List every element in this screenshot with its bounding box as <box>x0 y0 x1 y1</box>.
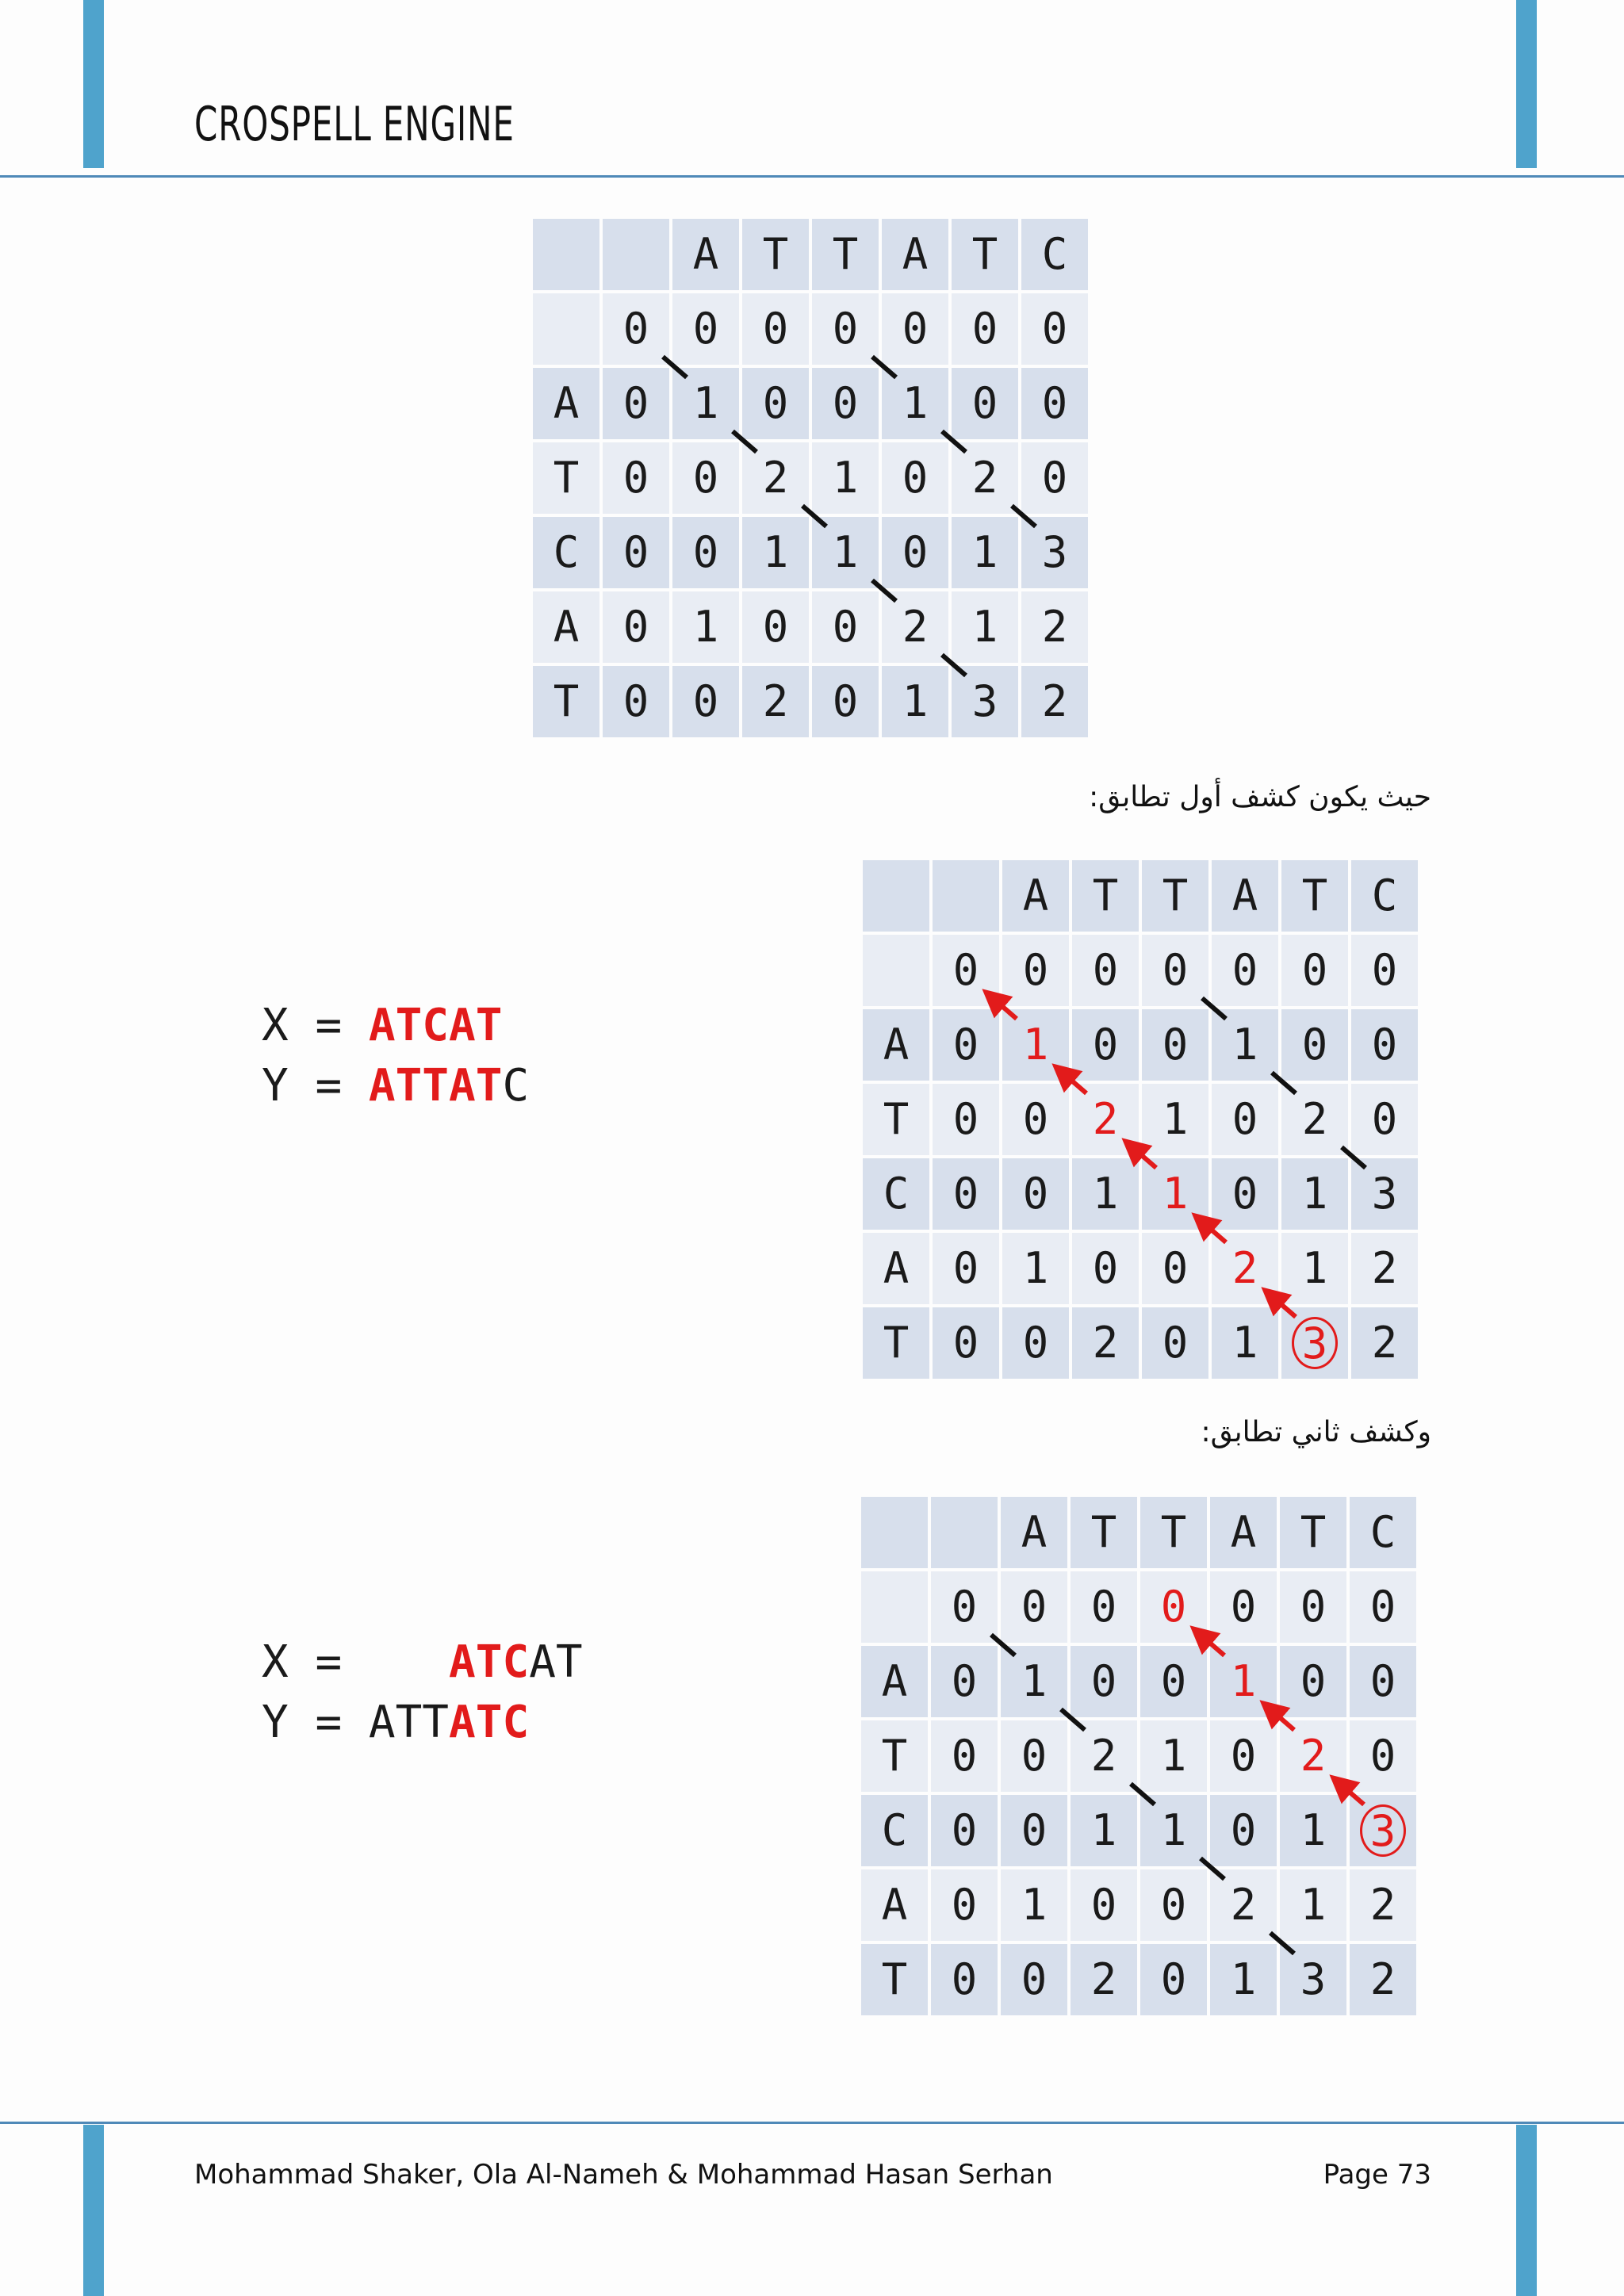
grid-cell: 0 <box>812 666 879 737</box>
dp-table-second-match <box>858 1494 1419 2019</box>
grid-cell: 2 <box>952 442 1018 514</box>
grid-cell: 2 <box>1072 1307 1139 1379</box>
eq-sign: = <box>315 1636 343 1688</box>
grid-cell: 0 <box>672 666 739 737</box>
dp-table-first-match <box>860 857 1421 1382</box>
grid-row-label: T <box>861 1720 928 1792</box>
grid-cell: 0 <box>603 666 669 737</box>
grid-header-cell: T <box>1072 860 1139 932</box>
grid-cell: 1 <box>742 517 809 588</box>
grid-cell: 0 <box>603 591 669 663</box>
grid-cell: 1 <box>1210 1944 1277 2015</box>
grid-cell: 2 <box>742 666 809 737</box>
grid-cell: 2 <box>1021 666 1088 737</box>
grid-cell: 0 <box>812 591 879 663</box>
grid-cell: 0 <box>933 1009 999 1081</box>
grid-cell: 0 <box>742 591 809 663</box>
footer-authors: Mohammad Shaker, Ola Al-Nameh & Mohammad Hasan Serhan <box>194 2159 1053 2191</box>
grid-row-label: C <box>863 1158 929 1230</box>
grid-cell: 3 <box>1351 1158 1418 1230</box>
grid-row-label: T <box>533 666 599 737</box>
grid-cell: 1 <box>1142 1158 1208 1230</box>
grid-cell: 0 <box>603 293 669 365</box>
caption-first-match: حيث يكون كشف أول تطابق: <box>1089 781 1431 813</box>
grid-cell: 2 <box>1350 1944 1416 2015</box>
grid-cell: 0 <box>1142 1009 1208 1081</box>
grid-row-label: A <box>863 1233 929 1304</box>
grid-row-label: T <box>863 1084 929 1155</box>
grid-cell: 1 <box>1142 1084 1208 1155</box>
grid-cell: 0 <box>933 935 999 1006</box>
grid-cell: 2 <box>1280 1720 1346 1792</box>
grid-cell: 0 <box>1021 442 1088 514</box>
grid-cell: 0 <box>742 368 809 439</box>
x-matched: ATCAT <box>368 1000 503 1051</box>
grid-cell: 1 <box>1140 1795 1207 1866</box>
grid-cell: 0 <box>1351 1084 1418 1155</box>
grid-cell: 0 <box>1281 1009 1348 1081</box>
grid-cell: 1 <box>1071 1795 1137 1866</box>
eq-sign: = <box>315 1000 343 1051</box>
grid-row-label: C <box>861 1795 928 1866</box>
grid-header-cell: A <box>1212 860 1278 932</box>
dp-table-plain <box>530 216 1091 740</box>
grid-cell: 1 <box>1001 1646 1067 1717</box>
grid-cell: 3 <box>1280 1944 1346 2015</box>
grid-header-cell: C <box>1350 1497 1416 1568</box>
grid-cell: 2 <box>1351 1307 1418 1379</box>
grid-cell: 0 <box>1280 1571 1346 1643</box>
grid-cell: 0 <box>1001 1720 1067 1792</box>
grid-header-cell: T <box>1140 1497 1207 1568</box>
grid-row-label: A <box>533 591 599 663</box>
grid-cell: 0 <box>1072 1009 1139 1081</box>
y-matched: ATTAT <box>368 1060 503 1112</box>
caption-second-match: وكشف ثاني تطابق: <box>1201 1416 1431 1448</box>
grid-header-cell: C <box>1021 219 1088 290</box>
x-label: X <box>262 1636 289 1688</box>
grid-cell: 1 <box>1072 1158 1139 1230</box>
grid-row-label: C <box>533 517 599 588</box>
grid-cell: 0 <box>1001 1944 1067 2015</box>
y-matched: ATC <box>449 1697 530 1748</box>
grid-cell: 1 <box>1281 1158 1348 1230</box>
grid-header-cell: A <box>882 219 948 290</box>
grid-cell: 0 <box>931 1571 998 1643</box>
grid-cell: 1 <box>1210 1646 1277 1717</box>
page-number: Page 73 <box>1323 2159 1431 2191</box>
grid-cell: 0 <box>1210 1720 1277 1792</box>
eq-sign: = <box>315 1697 343 1748</box>
alignment-second-match <box>262 1572 583 1753</box>
grid-cell: 0 <box>742 293 809 365</box>
grid-cell: 0 <box>1142 1307 1208 1379</box>
eq-sign: = <box>315 1060 343 1112</box>
grid-cell: 1 <box>672 368 739 439</box>
grid-cell: 0 <box>672 293 739 365</box>
grid-cell: 0 <box>1142 1233 1208 1304</box>
grid-row-label: T <box>861 1944 928 2015</box>
y-label: Y <box>262 1697 289 1748</box>
grid-cell: 1 <box>952 517 1018 588</box>
grid-cell: 1 <box>1140 1720 1207 1792</box>
grid-cell: 0 <box>952 293 1018 365</box>
grid-row-label: T <box>863 1307 929 1379</box>
grid-cell: 1 <box>1002 1009 1069 1081</box>
y-unmatched: ATT <box>368 1697 450 1748</box>
grid-cell: 0 <box>1002 1084 1069 1155</box>
grid-cell: 0 <box>1350 1571 1416 1643</box>
grid-cell: 0 <box>1280 1646 1346 1717</box>
grid-cell: 2 <box>742 442 809 514</box>
grid-cell: 0 <box>1212 935 1278 1006</box>
grid-cell: 1 <box>882 666 948 737</box>
grid-cell: 3 <box>1350 1795 1416 1866</box>
grid-cell: 0 <box>1350 1646 1416 1717</box>
grid-cell: 0 <box>931 1944 998 2015</box>
grid-header-cell <box>863 860 929 932</box>
grid-cell: 0 <box>933 1233 999 1304</box>
grid-header-cell: T <box>742 219 809 290</box>
grid-cell: 2 <box>1021 591 1088 663</box>
grid-cell: 0 <box>812 368 879 439</box>
grid-cell: 0 <box>1072 935 1139 1006</box>
grid-cell: 0 <box>931 1869 998 1941</box>
grid-cell: 0 <box>603 517 669 588</box>
left-bottom-bar <box>83 2125 104 2296</box>
grid-cell: 0 <box>1140 1944 1207 2015</box>
grid-header-cell <box>861 1497 928 1568</box>
grid-row-label <box>533 293 599 365</box>
right-bottom-bar <box>1516 2125 1537 2296</box>
y-unmatched: C <box>502 1060 530 1112</box>
grid-cell: 0 <box>1140 1571 1207 1643</box>
grid-row-label: T <box>533 442 599 514</box>
grid-cell: 2 <box>1212 1233 1278 1304</box>
grid-cell: 3 <box>1021 517 1088 588</box>
y-label: Y <box>262 1060 289 1112</box>
grid-cell: 3 <box>1281 1307 1348 1379</box>
grid-header-cell <box>931 1497 998 1568</box>
grid-cell: 2 <box>1071 1944 1137 2015</box>
grid-cell: 1 <box>1212 1009 1278 1081</box>
grid-cell: 0 <box>1212 1158 1278 1230</box>
grid-cell: 0 <box>1140 1869 1207 1941</box>
grid-cell: 0 <box>1071 1646 1137 1717</box>
grid-cell: 0 <box>672 442 739 514</box>
grid-cell: 2 <box>1281 1084 1348 1155</box>
grid-cell: 0 <box>1002 935 1069 1006</box>
grid-cell: 0 <box>1001 1571 1067 1643</box>
grid-header-cell <box>933 860 999 932</box>
grid-header-cell: T <box>812 219 879 290</box>
grid-cell: 1 <box>1002 1233 1069 1304</box>
grid-header-cell: T <box>952 219 1018 290</box>
grid-cell: 0 <box>952 368 1018 439</box>
grid-cell: 2 <box>1350 1869 1416 1941</box>
grid-cell: 1 <box>1001 1869 1067 1941</box>
grid-cell: 0 <box>1210 1795 1277 1866</box>
grid-row-label: A <box>863 1009 929 1081</box>
grid-cell: 1 <box>1212 1307 1278 1379</box>
grid-cell: 0 <box>882 517 948 588</box>
grid-cell: 0 <box>933 1084 999 1155</box>
grid-cell: 0 <box>882 293 948 365</box>
footer-rule <box>0 2122 1624 2124</box>
grid-header-cell <box>603 219 669 290</box>
grid-header-cell <box>533 219 599 290</box>
grid-cell: 0 <box>931 1646 998 1717</box>
grid-cell: 1 <box>1281 1233 1348 1304</box>
grid-cell: 0 <box>1071 1869 1137 1941</box>
grid-header-cell: A <box>1210 1497 1277 1568</box>
grid-header-cell: A <box>1002 860 1069 932</box>
grid-row-label: A <box>861 1646 928 1717</box>
grid-cell: 0 <box>1001 1795 1067 1866</box>
grid-row-label <box>863 935 929 1006</box>
grid-cell: 0 <box>1072 1233 1139 1304</box>
header-title: CROSPELL ENGINE <box>194 97 515 152</box>
grid-cell: 0 <box>1351 935 1418 1006</box>
grid-row-label: A <box>533 368 599 439</box>
grid-row-label: A <box>861 1869 928 1941</box>
grid-cell: 1 <box>1280 1869 1346 1941</box>
grid-cell: 0 <box>1071 1571 1137 1643</box>
grid-cell: 0 <box>1140 1646 1207 1717</box>
grid-cell: 1 <box>952 591 1018 663</box>
grid-cell: 2 <box>1071 1720 1137 1792</box>
grid-header-cell: C <box>1351 860 1418 932</box>
left-top-bar <box>83 0 104 168</box>
grid-cell: 0 <box>1021 368 1088 439</box>
grid-cell: 1 <box>882 368 948 439</box>
grid-cell: 0 <box>1002 1307 1069 1379</box>
grid-header-cell: A <box>672 219 739 290</box>
x-matched: ATC <box>449 1636 530 1688</box>
grid-cell: 0 <box>1212 1084 1278 1155</box>
x-label: X <box>262 1000 289 1051</box>
grid-cell: 0 <box>1021 293 1088 365</box>
grid-cell: 0 <box>812 293 879 365</box>
header-rule <box>0 175 1624 178</box>
grid-header-cell: T <box>1281 860 1348 932</box>
grid-cell: 2 <box>1072 1084 1139 1155</box>
grid-row-label <box>861 1571 928 1643</box>
grid-cell: 0 <box>1351 1009 1418 1081</box>
grid-cell: 0 <box>931 1720 998 1792</box>
grid-cell: 0 <box>603 442 669 514</box>
grid-cell: 2 <box>882 591 948 663</box>
grid-cell: 0 <box>1210 1571 1277 1643</box>
x-unmatched: AT <box>529 1636 583 1688</box>
grid-cell: 0 <box>933 1158 999 1230</box>
grid-cell: 2 <box>1210 1869 1277 1941</box>
grid-cell: 1 <box>1280 1795 1346 1866</box>
grid-cell: 1 <box>812 442 879 514</box>
grid-cell: 0 <box>603 368 669 439</box>
grid-header-cell: A <box>1001 1497 1067 1568</box>
grid-cell: 0 <box>933 1307 999 1379</box>
grid-cell: 3 <box>952 666 1018 737</box>
grid-cell: 0 <box>1350 1720 1416 1792</box>
grid-cell: 2 <box>1351 1233 1418 1304</box>
grid-header-cell: T <box>1280 1497 1346 1568</box>
grid-cell: 1 <box>812 517 879 588</box>
grid-cell: 0 <box>882 442 948 514</box>
grid-cell: 0 <box>1142 935 1208 1006</box>
grid-header-cell: T <box>1142 860 1208 932</box>
grid-cell: 0 <box>1281 935 1348 1006</box>
right-top-bar <box>1516 0 1537 168</box>
grid-cell: 0 <box>672 517 739 588</box>
grid-cell: 0 <box>931 1795 998 1866</box>
alignment-first-match <box>262 936 529 1116</box>
grid-cell: 0 <box>1002 1158 1069 1230</box>
grid-header-cell: T <box>1071 1497 1137 1568</box>
grid-cell: 1 <box>672 591 739 663</box>
